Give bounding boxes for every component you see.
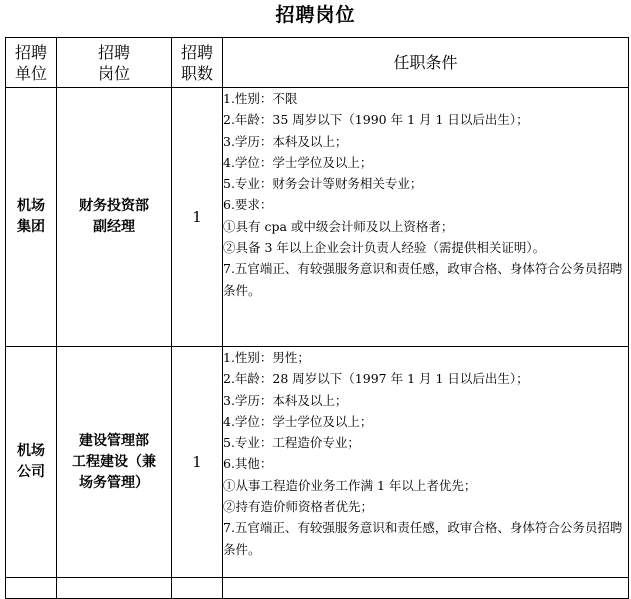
row-post-line: 副经理 bbox=[93, 219, 135, 235]
table-row-partial bbox=[6, 578, 629, 599]
requirement-line: ②持有造价师资格者优先； bbox=[223, 499, 374, 515]
requirement-line: 4.学位：学士学位及以上； bbox=[223, 154, 373, 170]
row-post-line: 工程建设（兼 bbox=[72, 453, 156, 470]
requirement-line: 2.年龄：35 周岁以下（1990 年 1 月 1 日以后出生）； bbox=[223, 112, 529, 128]
requirement-line: 7.五官端正、有较强服务意识和责任感，政审合格、身体符合公务员招聘条件。 bbox=[223, 520, 623, 557]
header-requirements: 任职条件 bbox=[223, 38, 629, 88]
row-post bbox=[57, 88, 172, 347]
requirement-line: 3.学历：本科及以上； bbox=[223, 392, 348, 408]
table-header-row bbox=[6, 38, 629, 88]
row-count: 1 bbox=[172, 347, 223, 578]
empty-cell bbox=[223, 578, 629, 599]
requirement-line: 7.五官端正、有较强服务意识和责任感，政审合格、身体符合公务员招聘条件。 bbox=[223, 261, 623, 298]
header-post bbox=[57, 38, 172, 88]
row-post-line: 财务投资部 bbox=[79, 198, 149, 214]
requirement-line: 1.性别：不限 bbox=[223, 91, 298, 106]
requirement-line: ①具有 cpa 或中级会计师及以上资格者； bbox=[223, 218, 454, 234]
table-row bbox=[6, 347, 629, 578]
requirement-line: 2.年龄：28 周岁以下（1997 年 1 月 1 日以后出生）； bbox=[223, 371, 529, 387]
requirement-line: 3.学历：本科及以上； bbox=[223, 133, 348, 149]
requirement-line: 5.专业：财务会计等财务相关专业； bbox=[223, 176, 423, 192]
header-unit-line-1: 招聘 bbox=[14, 42, 47, 62]
row-unit bbox=[6, 347, 57, 578]
row-post-line: 建设管理部 bbox=[79, 432, 149, 449]
header-count-line-2: 职数 bbox=[180, 63, 213, 83]
header-count-line-1: 招聘 bbox=[180, 42, 213, 62]
header-unit-line-2: 单位 bbox=[14, 63, 47, 83]
table-row bbox=[6, 88, 629, 347]
row-requirements bbox=[223, 88, 629, 347]
row-unit-line: 机场 bbox=[17, 198, 45, 214]
empty-cell bbox=[172, 578, 223, 599]
header-count bbox=[172, 38, 223, 88]
row-unit-line: 公司 bbox=[17, 464, 45, 480]
header-post-line-1: 招聘 bbox=[97, 42, 130, 62]
header-post-line-2: 岗位 bbox=[97, 63, 130, 83]
row-post bbox=[57, 347, 172, 578]
row-requirements bbox=[223, 347, 629, 578]
job-table bbox=[5, 37, 629, 599]
requirement-line: ②具备 3 年以上企业会计负责人经验（需提供相关证明）。 bbox=[223, 240, 546, 256]
row-unit bbox=[6, 88, 57, 347]
row-post-line: 场务管理） bbox=[79, 474, 149, 491]
row-unit-line: 机场 bbox=[17, 443, 45, 459]
requirement-line: 6.要求： bbox=[223, 197, 273, 213]
row-count: 1 bbox=[172, 88, 223, 347]
page-title: 招聘岗位 bbox=[275, 4, 356, 26]
requirement-line: 6.其他： bbox=[223, 456, 273, 472]
requirement-line: 1.性别：男性； bbox=[223, 350, 310, 365]
empty-cell bbox=[6, 578, 57, 599]
empty-cell bbox=[57, 578, 172, 599]
requirement-line: 4.学位：学士学位及以上； bbox=[223, 413, 373, 429]
row-unit-line: 集团 bbox=[17, 219, 45, 235]
requirement-line: ①从事工程造价业务工作满 1 年以上者优先； bbox=[223, 477, 477, 493]
requirement-line: 5.专业：工程造价专业； bbox=[223, 435, 360, 451]
header-unit bbox=[6, 38, 57, 88]
